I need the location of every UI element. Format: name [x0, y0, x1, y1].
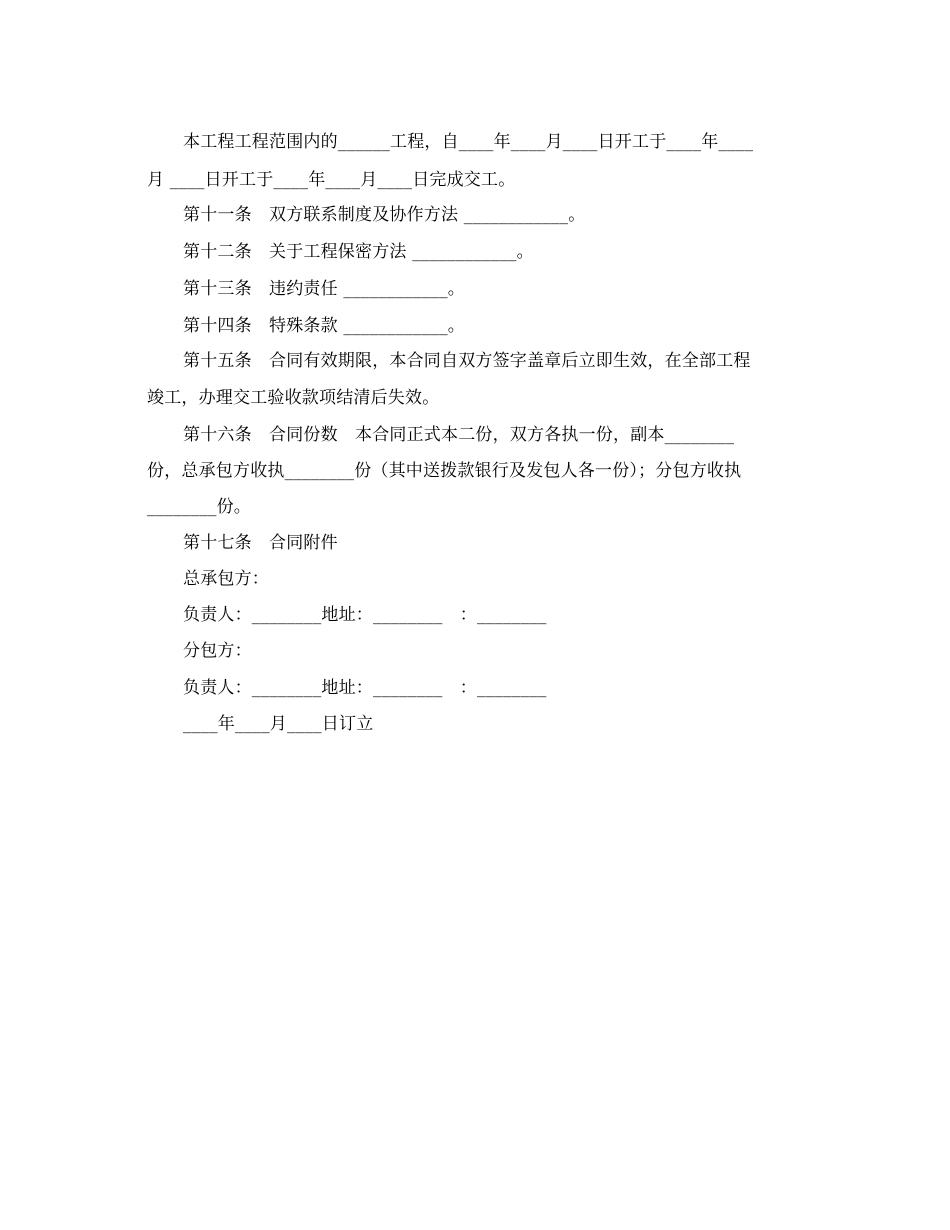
signing-date: ____年____月____日订立 [183, 714, 374, 734]
subcontractor-label: 分包方： [183, 641, 252, 661]
subcontractor-details: 负责人：________地址：________ ：________ [183, 678, 547, 698]
clause-15: 第十五条 合同有效期限，本合同自双方签字盖章后立即生效，在全部工程 [183, 351, 751, 371]
clause-14: 第十四条 特殊条款 ____________。 [183, 316, 466, 336]
clause-13: 第十三条 违约责任 ____________。 [183, 279, 466, 299]
general-contractor-label: 总承包方： [183, 569, 269, 589]
clause-15-continued: 竣工，办理交工验收款项结清后失效。 [147, 388, 440, 408]
clause-12: 第十二条 关于工程保密方法 ____________。 [183, 242, 534, 262]
clause-16-end: ________份。 [147, 497, 251, 517]
clause-16: 第十六条 合同份数 本合同正式本二份，双方各执一份，副本________ [183, 425, 735, 445]
clause-11: 第十一条 双方联系制度及协作方法 ____________。 [183, 205, 586, 225]
general-contractor-details: 负责人：________地址：________ ：________ [183, 605, 547, 625]
text-line-work-scope: 本工程工程范围内的______工程，自____年____月____日开工于____年____ [183, 132, 754, 152]
clause-16-continued: 份，总承包方收执________份（其中送拨款银行及发包人各一份）；分包方收执 [147, 461, 742, 481]
text-line-completion-date: 月 ____日开工于____年____月____日完成交工。 [147, 170, 516, 190]
clause-17: 第十七条 合同附件 [183, 533, 338, 553]
